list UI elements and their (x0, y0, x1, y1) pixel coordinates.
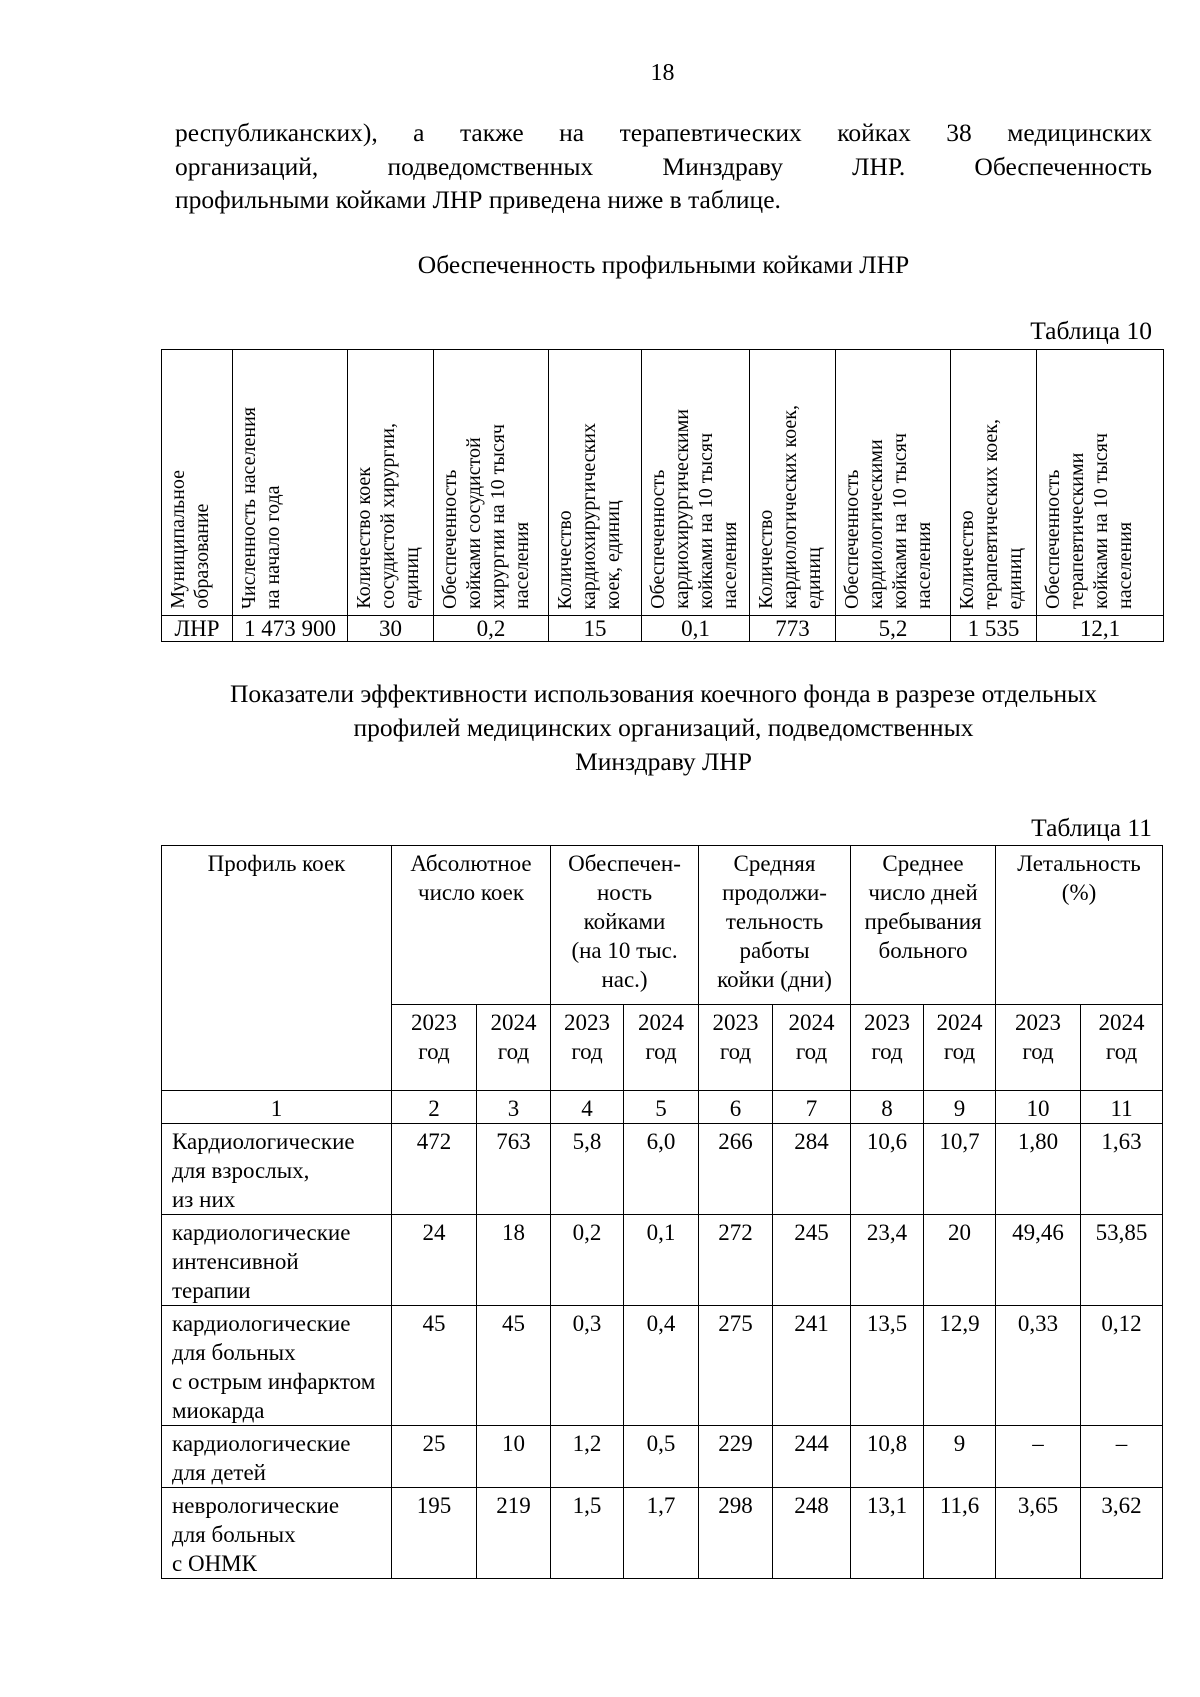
table-cell: 10,6 (851, 1124, 924, 1215)
table-cell: 0,1 (642, 616, 750, 642)
profile-name-cell: Кардиологические для взрослых, из них (162, 1124, 392, 1215)
table-cell: 1 535 (951, 616, 1037, 642)
table-cell: 0,33 (996, 1306, 1081, 1426)
profile-name-cell: кардиологические для детей (162, 1426, 392, 1488)
table-cell: 284 (773, 1124, 851, 1215)
header-cell: Обеспеченность койками сосудистой хирургии на 10 тысяч населения (434, 350, 549, 616)
year-header-cell: 2023 год (551, 1005, 624, 1091)
header-cell: Обеспеченность кардиологическими койками на 10 тысяч населения (836, 350, 951, 616)
table-cell: 241 (773, 1306, 851, 1426)
table-cell: 10,8 (851, 1426, 924, 1488)
group-header-row (162, 846, 1163, 1005)
table-cell: 13,5 (851, 1306, 924, 1426)
header-cell: Обеспеченность терапевтическими койками на 10 тысяч населения (1037, 350, 1164, 616)
year-header-cell: 2023 год (392, 1005, 477, 1091)
table-cell: 12,9 (924, 1306, 996, 1426)
table-cell: 1,63 (1081, 1124, 1163, 1215)
table-cell: 10,7 (924, 1124, 996, 1215)
table-cell: 24 (392, 1215, 477, 1306)
table-cell: 5,8 (551, 1124, 624, 1215)
table-cell: 3,62 (1081, 1488, 1163, 1579)
table-row (162, 1426, 1163, 1488)
table-cell: 0,2 (551, 1215, 624, 1306)
year-header-cell: 2024 год (477, 1005, 551, 1091)
header-cell: Среднее число дней пребывания больного (851, 846, 996, 1005)
table-row (162, 1215, 1163, 1306)
table10 (161, 349, 1164, 642)
paragraph-line: организаций, подведомственных Минздраву ЛНР. Обеспеченность (175, 151, 1152, 181)
table-cell: 1,5 (551, 1488, 624, 1579)
column-number-cell: 5 (624, 1091, 699, 1124)
header-cell: Количество терапевтических коек, единиц (951, 350, 1037, 616)
table-cell: 6,0 (624, 1124, 699, 1215)
column-number-cell: 11 (1081, 1091, 1163, 1124)
header-cell: Количество кардиохирургических коек, единиц (549, 350, 642, 616)
table11 (161, 845, 1163, 1579)
column-number-cell: 1 (162, 1091, 392, 1124)
table-row (162, 1488, 1163, 1579)
table-cell: 219 (477, 1488, 551, 1579)
column-number-cell: 10 (996, 1091, 1081, 1124)
table-cell: 9 (924, 1426, 996, 1488)
column-number-cell: 9 (924, 1091, 996, 1124)
table-cell: 272 (699, 1215, 773, 1306)
table-cell: 1,2 (551, 1426, 624, 1488)
table-cell: 20 (924, 1215, 996, 1306)
year-header-cell: 2024 год (773, 1005, 851, 1091)
column-number-cell: 4 (551, 1091, 624, 1124)
profile-name-cell: кардиологические для больных с острым инфарктом миокарда (162, 1306, 392, 1426)
table-cell: 23,4 (851, 1215, 924, 1306)
profile-name-cell: неврологические для больных с ОНМК (162, 1488, 392, 1579)
year-header-cell: 2023 год (851, 1005, 924, 1091)
table-cell: 13,1 (851, 1488, 924, 1579)
table-cell: 18 (477, 1215, 551, 1306)
table-cell: ЛНР (162, 616, 233, 642)
table-cell: 12,1 (1037, 616, 1164, 642)
table-cell: 1 473 900 (233, 616, 348, 642)
table-cell: 1,7 (624, 1488, 699, 1579)
table-cell: 229 (699, 1426, 773, 1488)
year-header-cell: 2024 год (1081, 1005, 1163, 1091)
header-cell: Количество коек сосудистой хирургии, единиц (348, 350, 434, 616)
table-cell: 10 (477, 1426, 551, 1488)
table-cell: 275 (699, 1306, 773, 1426)
table11-title (175, 677, 1152, 779)
table-cell: 773 (750, 616, 836, 642)
header-cell: Обеспечен- ность койками (на 10 тыс. нас.) (551, 846, 699, 1005)
table-cell: – (996, 1426, 1081, 1488)
table-cell: 244 (773, 1426, 851, 1488)
title-line: Минздраву ЛНР (575, 747, 752, 776)
column-number-cell: 8 (851, 1091, 924, 1124)
table-cell: 15 (549, 616, 642, 642)
table-cell: 0,4 (624, 1306, 699, 1426)
year-header-cell: 2023 год (996, 1005, 1081, 1091)
table-cell: 5,2 (836, 616, 951, 642)
table-row (162, 1306, 1163, 1426)
table-cell: 0,2 (434, 616, 549, 642)
table-cell: 0,3 (551, 1306, 624, 1426)
table11-label: Таблица 11 (1031, 813, 1152, 842)
table-cell: 45 (392, 1306, 477, 1426)
table-cell: 3,65 (996, 1488, 1081, 1579)
table-cell: 30 (348, 616, 434, 642)
table-cell: 0,1 (624, 1215, 699, 1306)
table-cell: 11,6 (924, 1488, 996, 1579)
table-cell: 266 (699, 1124, 773, 1215)
table-cell: 763 (477, 1124, 551, 1215)
year-header-cell: 2024 год (924, 1005, 996, 1091)
year-header-cell: 2024 год (624, 1005, 699, 1091)
table-cell: – (1081, 1426, 1163, 1488)
intro-paragraph (175, 116, 1152, 217)
header-cell: Средняя продолжи- тельность работы койки (дни) (699, 846, 851, 1005)
page-number: 18 (650, 60, 675, 86)
table-cell: 195 (392, 1488, 477, 1579)
table-cell: 45 (477, 1306, 551, 1426)
column-number-cell: 3 (477, 1091, 551, 1124)
year-header-cell: 2023 год (699, 1005, 773, 1091)
header-cell: Профиль коек (162, 846, 392, 1091)
table-cell: 245 (773, 1215, 851, 1306)
header-cell: Количество кардиологических коек, единиц (750, 350, 836, 616)
header-cell: Абсолютное число коек (392, 846, 551, 1005)
table10-caption: Обеспеченность профильными койками ЛНР (417, 250, 910, 279)
header-cell: Летальность (%) (996, 846, 1163, 1005)
table-cell: 0,12 (1081, 1306, 1163, 1426)
table-cell: 298 (699, 1488, 773, 1579)
table-cell: 472 (392, 1124, 477, 1215)
table-cell: 53,85 (1081, 1215, 1163, 1306)
column-number-cell: 7 (773, 1091, 851, 1124)
table-cell: 49,46 (996, 1215, 1081, 1306)
header-cell: Численность населения на начало года (233, 350, 348, 616)
table-row (162, 616, 1164, 642)
column-number-row (162, 1091, 1163, 1124)
table10-label: Таблица 10 (1030, 316, 1152, 345)
header-cell: Муниципальное образование (162, 350, 233, 616)
table-cell: 248 (773, 1488, 851, 1579)
title-line: Показатели эффективности использования коечного фонда в разрезе отдельных (230, 679, 1097, 708)
title-line: профилей медицинских организаций, подведомственных (353, 713, 974, 742)
profile-name-cell: кардиологические интенсивной терапии (162, 1215, 392, 1306)
paragraph-line: профильными койками ЛНР приведена ниже в таблице. (175, 185, 781, 214)
table10-header-row (162, 350, 1164, 616)
column-number-cell: 2 (392, 1091, 477, 1124)
table-cell: 0,5 (624, 1426, 699, 1488)
paragraph-line: республиканских), а также на терапевтических койках 38 медицинских (175, 118, 1152, 147)
column-number-cell: 6 (699, 1091, 773, 1124)
table-cell: 1,80 (996, 1124, 1081, 1215)
header-cell: Обеспеченность кардиохирургическими койками на 10 тысяч населения (642, 350, 750, 616)
table-row (162, 1124, 1163, 1215)
table-cell: 25 (392, 1426, 477, 1488)
